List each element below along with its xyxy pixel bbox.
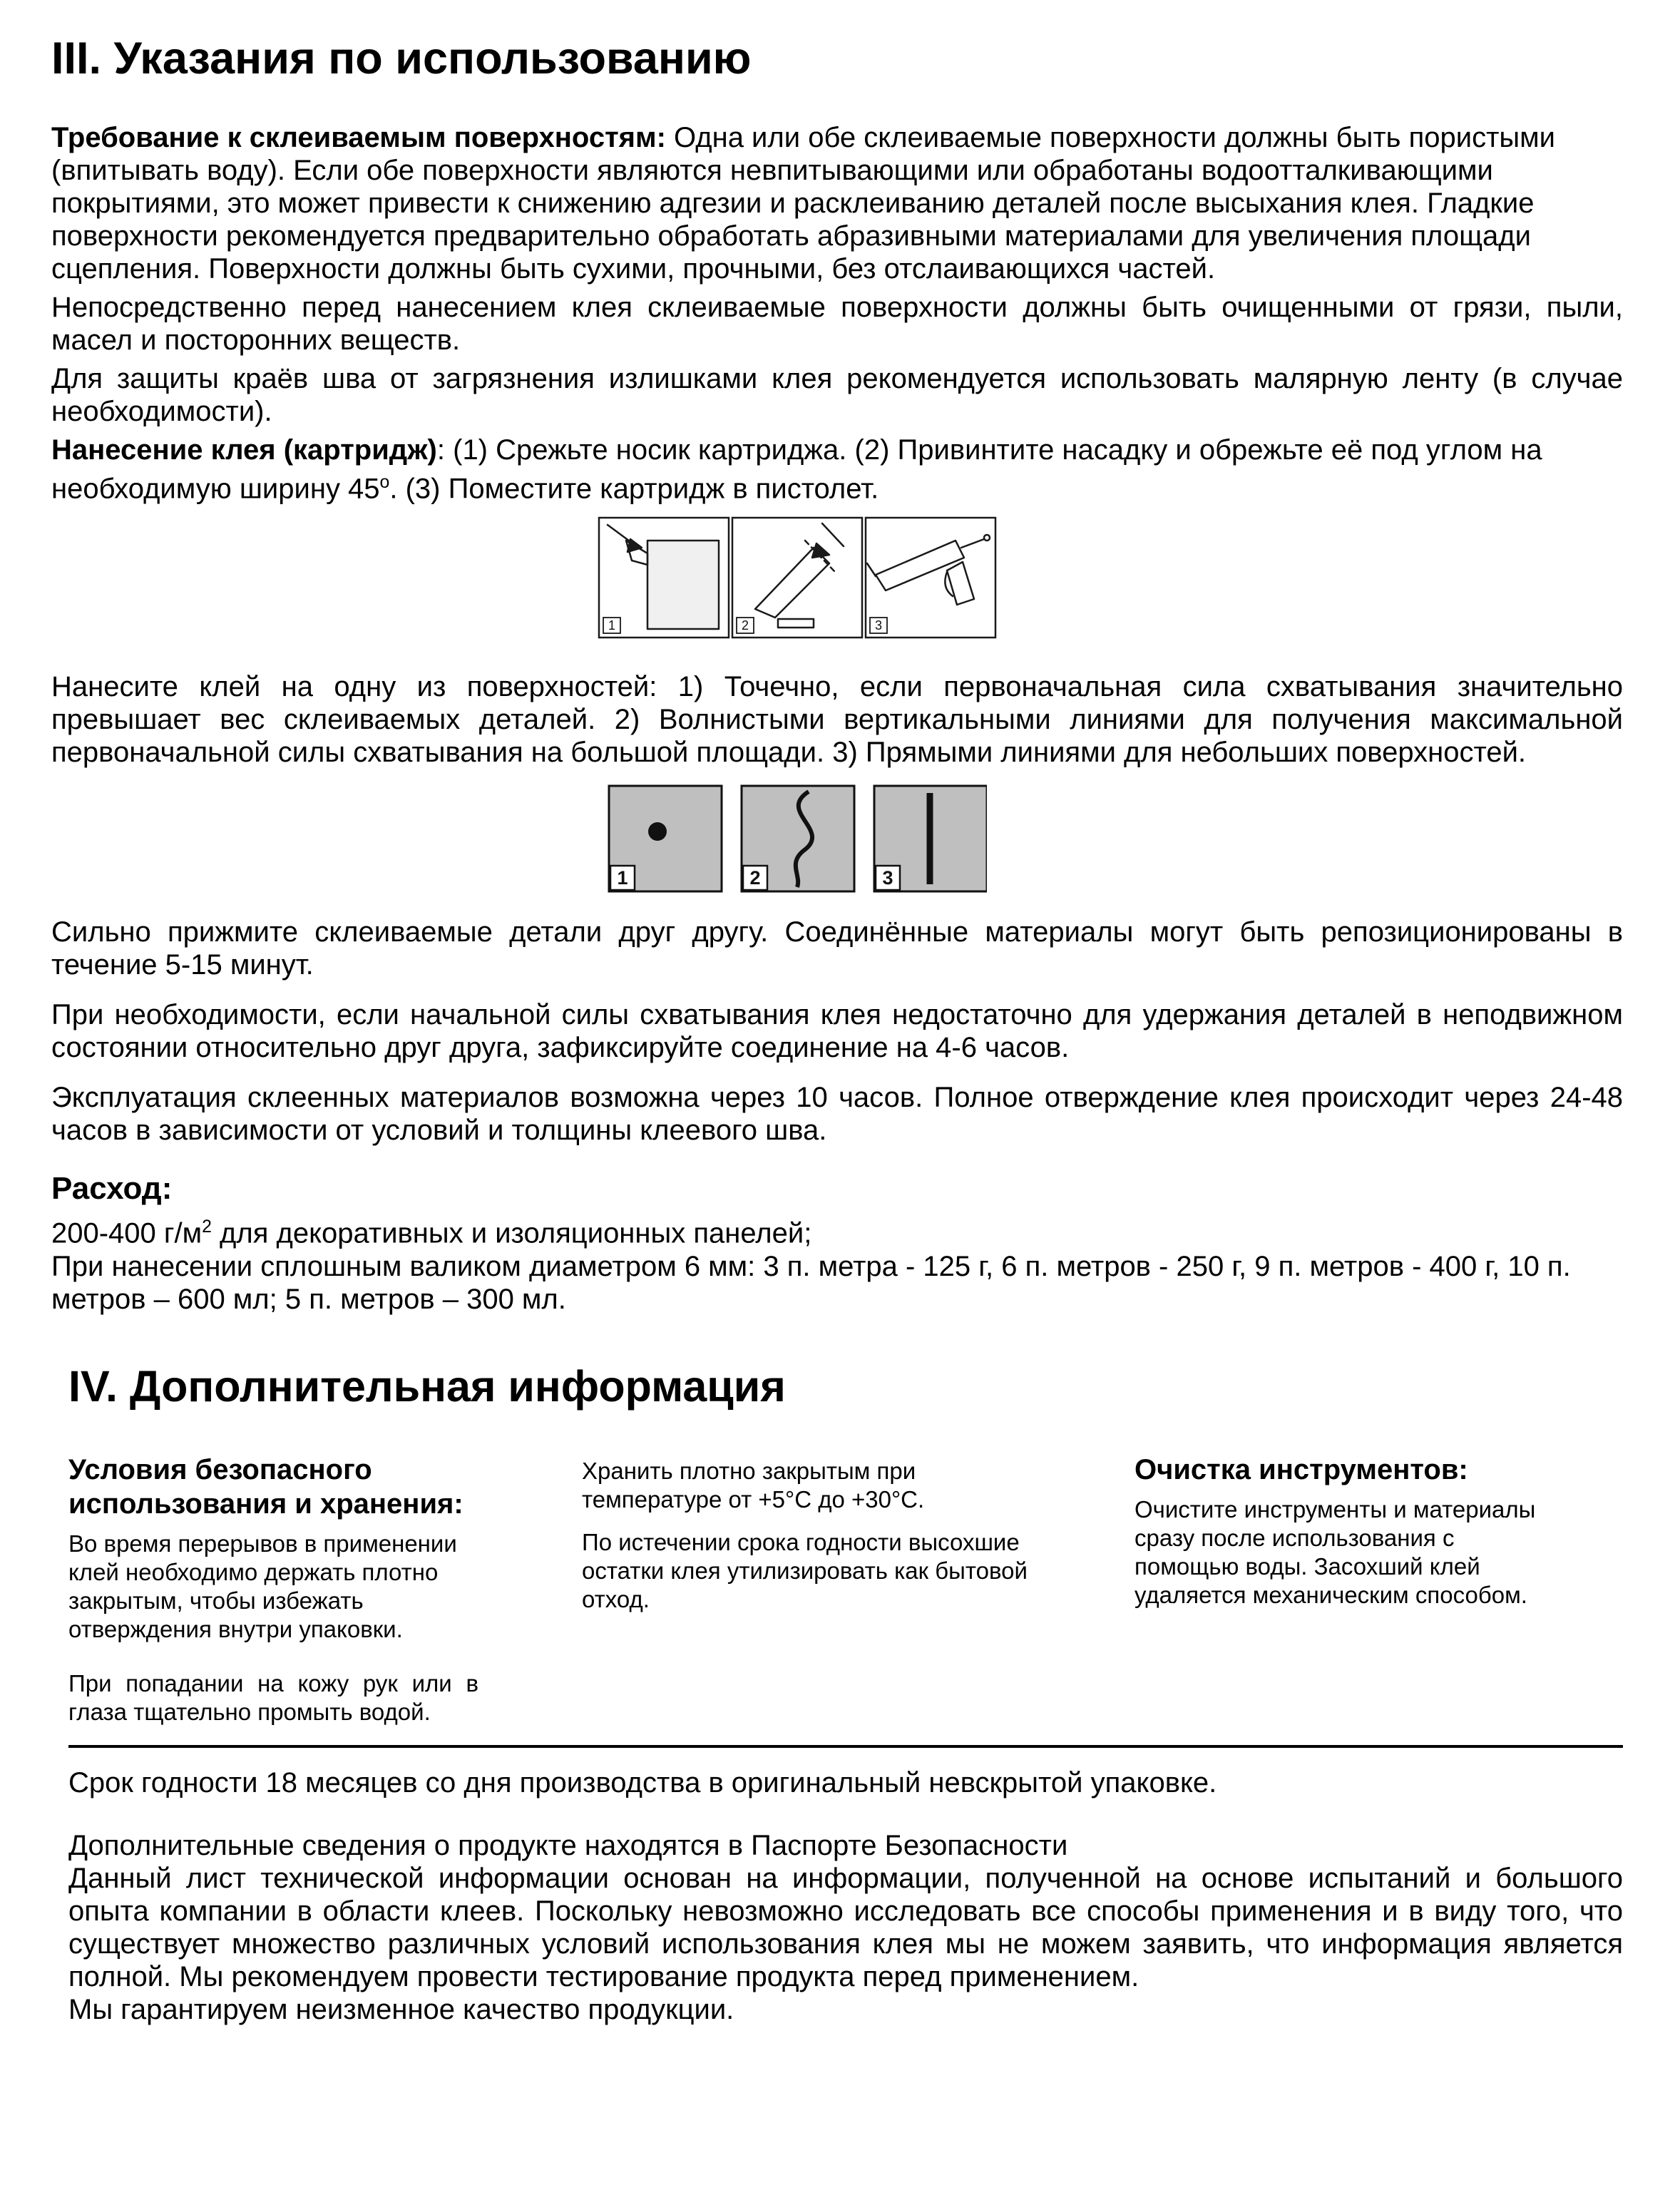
section-4-title: IV. Дополнительная информация: [68, 1361, 786, 1411]
figure-application-patterns-svg: [608, 784, 987, 893]
para-masking-tape: Для защиты краёв шва от загрязнения излишками клея рекомендуется использовать малярную ленту (в случае необходимости).: [51, 363, 1623, 427]
consumption-title: Расход:: [51, 1171, 173, 1207]
figure1-step-2-label: 2: [741, 618, 749, 633]
cartridge-application-text-1: : (1) Срежьте носик картриджа. (2) Привинтите насадку и обрежьте её под углом на необходимую ширину 45: [51, 434, 1542, 505]
cartridge-application-lead-bold: Нанесение клея (картридж): [51, 434, 437, 466]
para-shelf-life: Срок годности 18 месяцев со дня производства в оригинальный невскрытой упаковке.: [68, 1766, 1217, 1798]
para-clean-surfaces: Непосредственно перед нанесением клея склеиваемые поверхности должны быть очищенными от грязи, пыли, масел и посторонних веществ.: [51, 292, 1623, 356]
surface-requirements-lead-bold: Требование к склеиваемым поверхностям:: [51, 122, 666, 153]
column-storage-conditions: [582, 1453, 1049, 1614]
column-safety-title: Условия безопасного использования и хранения:: [68, 1453, 463, 1520]
consumption-line2: При нанесении сплошным валиком диаметром 6 мм: 3 п. метра - 125 г, 6 п. метров - 250 г, 9 п. метров - 400 г, 10 п. метров – 600 мл; 5 п. метров – 300 мл.: [51, 1250, 1571, 1315]
surface-requirements-text: Одна или обе склеиваемые поверхности должны быть пористыми (впитывать воду). Если обе поверхности являются невпитывающими или обработаны водоотталкивающими покрытиями, это может привести к снижению адгезии и расклеиванию деталей после высыхания клея. Гладкие поверхности рекомендуется предварительно обработать абразивными материалами для увеличения площади сцепления. Поверхности должны быть сухими, прочными, без отслаивающихся частей.: [51, 122, 1556, 285]
para-keep-closed: Во время перерывов в применении клей необходимо держать плотно закрытым, чтобы избежать отверждения внутри упаковки.: [68, 1530, 457, 1642]
figure1-step-1-label: 1: [608, 618, 616, 633]
para-curing: Эксплуатация склеенных материалов возможна через 10 часов. Полное отверждение клея происходит через 24-48 часов в зависимости от условий и толщины клеевого шва.: [51, 1082, 1623, 1147]
column-cleaning-title: Очистка инструментов:: [1134, 1453, 1468, 1485]
para-safety-datasheet: Дополнительные сведения о продукте находятся в Паспорте Безопасности: [68, 1829, 1068, 1861]
para-storage-temperature: Хранить плотно закрытым при температуре от +5°С до +30°С.: [582, 1457, 925, 1513]
figure2-pattern-3-label: 3: [882, 867, 893, 889]
para-application-methods: Нанесите клей на одну из поверхностей: 1) Точечно, если первоначальная сила схватывания значительно превышает вес склеиваемых деталей. 2) Волнистыми вертикальными линиями для получения максимальной первоначальной силы схватывания на большой площади. 3) Прямыми линиями для небольших поверхностей.: [51, 671, 1623, 769]
footer-block: [68, 1766, 1623, 2026]
consumption-line1-pre: 200-400 г/м: [51, 1217, 203, 1249]
para-expired-disposal: По истечении срока годности высохшие остатки клея утилизировать как бытовой отход.: [582, 1528, 1028, 1612]
figure-cartridge-steps-svg: [598, 516, 997, 639]
section-4: [51, 1361, 1623, 2026]
figure2-pattern-2-label: 2: [749, 867, 761, 889]
column-safety-storage: [68, 1453, 478, 1726]
para-skin-contact: При попадании на кожу рук или в глаза тщательно промыть водой.: [68, 1669, 478, 1725]
figure2-pattern-1-label: 1: [617, 867, 628, 889]
para-fixation: При необходимости, если начальной силы схватывания клея недостаточно для удержания деталей в неподвижном состоянии относительно друг друга, зафиксируйте соединение на 4-6 часов.: [51, 999, 1623, 1064]
para-surface-requirements: [51, 121, 1623, 285]
para-press-details: Сильно прижмите склеиваемые детали друг другу. Соединённые материалы могут быть репозиционированы в течение 5-15 минут.: [51, 916, 1623, 981]
consumption-line1-post: для декоративных и изоляционных панелей;: [211, 1217, 812, 1249]
horizontal-divider: [68, 1745, 1623, 1748]
para-quality-guarantee: Мы гарантируем неизменное качество продукции.: [68, 1993, 734, 2025]
dot-pattern-drawing: [648, 822, 667, 841]
figure-cartridge-steps: [11, 516, 1583, 639]
para-cartridge-application: [51, 434, 1623, 505]
para-tool-cleaning: Очистите инструменты и материалы сразу после использования с помощью воды. Засохший клей удаляется механическим способом.: [1134, 1495, 1536, 1608]
para-disclaimer: Данный лист технической информации основан на информации, полученной на основе испытаний и большого опыта компании в области клеев. Поскольку невозможно исследовать все способы применения и в виду того, что существует множество различных условий использования клея мы не можем заявить, что информация является полной. Мы рекомендуем провести тестирование продукта перед применением.: [68, 1862, 1623, 1992]
figure1-step-3-label: 3: [874, 618, 883, 633]
cartridge-application-text-2: . (3) Поместите картридж в пистолет.: [389, 473, 879, 505]
column-tool-cleaning: [1134, 1453, 1552, 1610]
para-consumption: [51, 1211, 1623, 1315]
degree-superscript: о: [379, 473, 390, 492]
info-columns: [68, 1453, 1623, 1726]
square-meter-superscript: 2: [202, 1217, 212, 1237]
section-3-title: III. Указания по использованию: [51, 34, 752, 83]
figure-application-patterns: [11, 784, 1583, 893]
